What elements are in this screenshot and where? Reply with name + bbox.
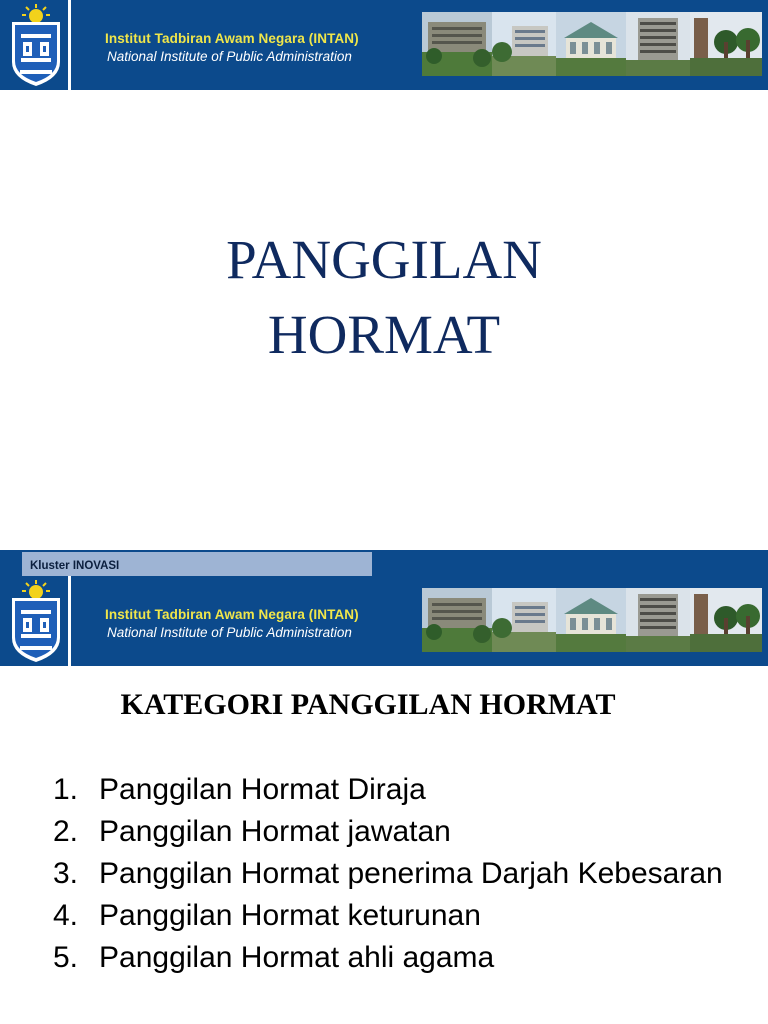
slide-2-title: KATEGORI PANGGILAN HORMAT bbox=[120, 688, 616, 721]
logo-box bbox=[0, 576, 68, 666]
list-item-number: 5. bbox=[53, 941, 79, 974]
list-item-text: Panggilan Hormat Diraja bbox=[99, 773, 426, 806]
institute-name-malay: Institut Tadbiran Awam Negara (INTAN) bbox=[105, 607, 359, 622]
logo-divider bbox=[68, 0, 71, 90]
list-item-number: 4. bbox=[53, 899, 79, 932]
slide-1-title-line-2: HORMAT bbox=[267, 304, 501, 365]
list-item bbox=[53, 898, 753, 933]
campus-photo-1 bbox=[422, 588, 492, 652]
campus-photo-3 bbox=[556, 588, 626, 652]
slide-1-title bbox=[0, 222, 768, 372]
institute-name-english: National Institute of Public Administration bbox=[107, 625, 352, 640]
cluster-bar bbox=[0, 550, 768, 576]
list-item bbox=[53, 814, 753, 849]
list-item-number: 3. bbox=[53, 857, 79, 890]
list-item bbox=[53, 772, 753, 807]
list-item bbox=[53, 940, 753, 975]
category-list bbox=[53, 772, 753, 982]
slide-2 bbox=[0, 550, 768, 1024]
institute-name-english: National Institute of Public Administration bbox=[107, 49, 352, 64]
campus-photo-3 bbox=[556, 12, 626, 76]
intan-logo bbox=[4, 578, 68, 664]
campus-photo-4 bbox=[626, 12, 690, 76]
list-item-text: Panggilan Hormat keturunan bbox=[99, 899, 481, 932]
logo-divider bbox=[68, 576, 71, 666]
intan-logo bbox=[4, 2, 68, 88]
header-banner bbox=[0, 576, 768, 666]
campus-photo-4 bbox=[626, 588, 690, 652]
campus-photo-2 bbox=[492, 588, 556, 652]
institute-name-malay: Institut Tadbiran Awam Negara (INTAN) bbox=[105, 31, 359, 46]
list-item-number: 1. bbox=[53, 773, 79, 806]
cluster-label: Kluster INOVASI bbox=[22, 552, 372, 576]
header-banner bbox=[0, 0, 768, 90]
campus-photo-2 bbox=[492, 12, 556, 76]
campus-photo-strip bbox=[422, 588, 762, 652]
list-item-text: Panggilan Hormat penerima Darjah Kebesaran bbox=[99, 857, 723, 890]
list-item-text: Panggilan Hormat ahli agama bbox=[99, 941, 495, 974]
list-item-number: 2. bbox=[53, 815, 79, 848]
campus-photo-5 bbox=[690, 12, 762, 76]
slide-1-title-line-1: PANGGILAN bbox=[226, 229, 542, 290]
list-item bbox=[53, 856, 753, 891]
list-item-text: Panggilan Hormat jawatan bbox=[99, 815, 451, 848]
logo-box bbox=[0, 0, 68, 90]
campus-photo-strip bbox=[422, 12, 762, 76]
campus-photo-5 bbox=[690, 588, 762, 652]
campus-photo-1 bbox=[422, 12, 492, 76]
